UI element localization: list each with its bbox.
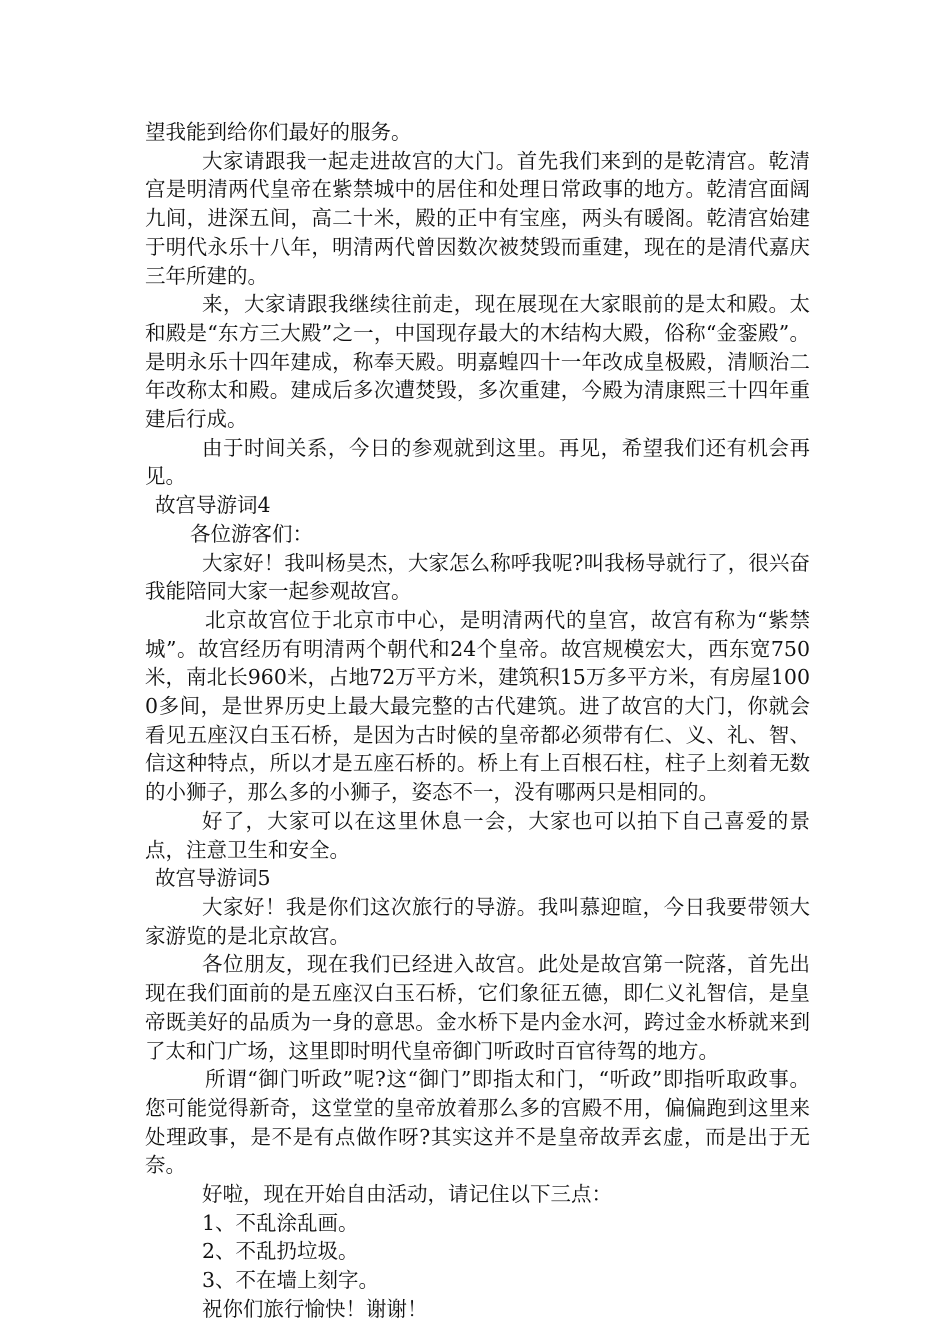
paragraph-first-courtyard: 各位朋友，现在我们已经进入故宫。此处是故宫第一院落，首先出现在我们面前的是五座汉白玉石桥，它们象征五德，即仁义礼智信，是皇帝既美好的品质为一身的意思。金水桥下是内金水河，跨过金水桥就来到了太和门广场，这里即时明代皇帝御门听政时百官待驾的地方。 [145,952,810,1063]
rule-item-3: 3、不在墙上刻字。 [202,1268,380,1293]
document-page [145,118,810,1324]
greeting-line: 各位游客们： [190,521,313,546]
paragraph-free-activity: 好啦，现在开始自由活动，请记住以下三点： [202,1182,612,1207]
paragraph-continuation: 望我能到给你们最好的服务。 [145,120,412,144]
paragraph-closing: 祝你们旅行愉快！谢谢！ [202,1296,428,1321]
paragraph-yumen-tingzheng: 所谓“御门听政”呢?这“御门”即指太和门，“听政”即指听取政事。您可能觉得新奇，这堂堂的皇帝放着那么多的宫殿不用，偏偏跑到这里来处理政事，是不是有点做作呀?其实这并不是皇帝故弄玄虚，而是出于无奈。 [145,1067,810,1178]
paragraph-guide-intro-4: 大家好！我叫杨昊杰，大家怎么称呼我呢?叫我杨导就行了，很兴奋我能陪同大家一起参观故宫。 [145,550,810,604]
rule-item-1: 1、不乱涂乱画。 [202,1210,359,1235]
paragraph-taihe-hall: 来，大家请跟我继续往前走，现在展现在大家眼前的是太和殿。太和殿是“东方三大殿”之一，中国现存最大的木结构大殿，俗称“金銮殿”。是明永乐十四年建成，称奉天殿。明嘉蝗四十一年改成皇极殿，清顺治二年改称太和殿。建成后多次遭焚毁，多次重建，今殿为清康熙三十四年重建后行成。 [145,292,810,432]
paragraph-farewell: 由于时间关系，今日的参观就到这里。再见，希望我们还有机会再见。 [145,435,810,489]
paragraph-guide-intro-5: 大家好！我是你们这次旅行的导游。我叫慕迎暄，今日我要带领大家游览的是北京故宫。 [145,894,810,948]
section-heading-4: 故宫导游词4 [155,493,271,518]
section-heading-5: 故宫导游词5 [155,866,271,891]
paragraph-qianqing-palace: 大家请跟我一起走进故宫的大门。首先我们来到的是乾清宫。乾清宫是明清两代皇帝在紫禁城中的居住和处理日常政事的地方。乾清宫面阔九间，进深五间，高二十米，殿的正中有宝座，两头有暖阁。乾清宫始建于明代永乐十八年，明清两代曾因数次被焚毁而重建，现在的是清代嘉庆三年所建的。 [145,148,810,288]
paragraph-rest: 好了，大家可以在这里休息一会，大家也可以拍下自己喜爱的景点，注意卫生和安全。 [145,808,810,862]
rule-item-2: 2、不乱扔垃圾。 [202,1239,359,1264]
paragraph-forbidden-city: 北京故宫位于北京市中心，是明清两代的皇宫，故宫有称为“紫禁城”。故宫经历有明清两个朝代和24个皇帝。故宫规模宏大，西东宽750米，南北长960米，占地72万平方米，建筑积15万多平方米，有房屋1000多间，是世界历史上最大最完整的古代建筑。进了故宫的大门，你就会看见五座汉白玉石桥，是因为古时候的皇帝都必须带有仁、义、礼、智、信这种特点，所以才是五座石桥的。桥上有上百根石柱，柱子上刻着无数的小狮子，那么多的小狮子，姿态不一，没有哪两只是相同的。 [145,607,810,805]
